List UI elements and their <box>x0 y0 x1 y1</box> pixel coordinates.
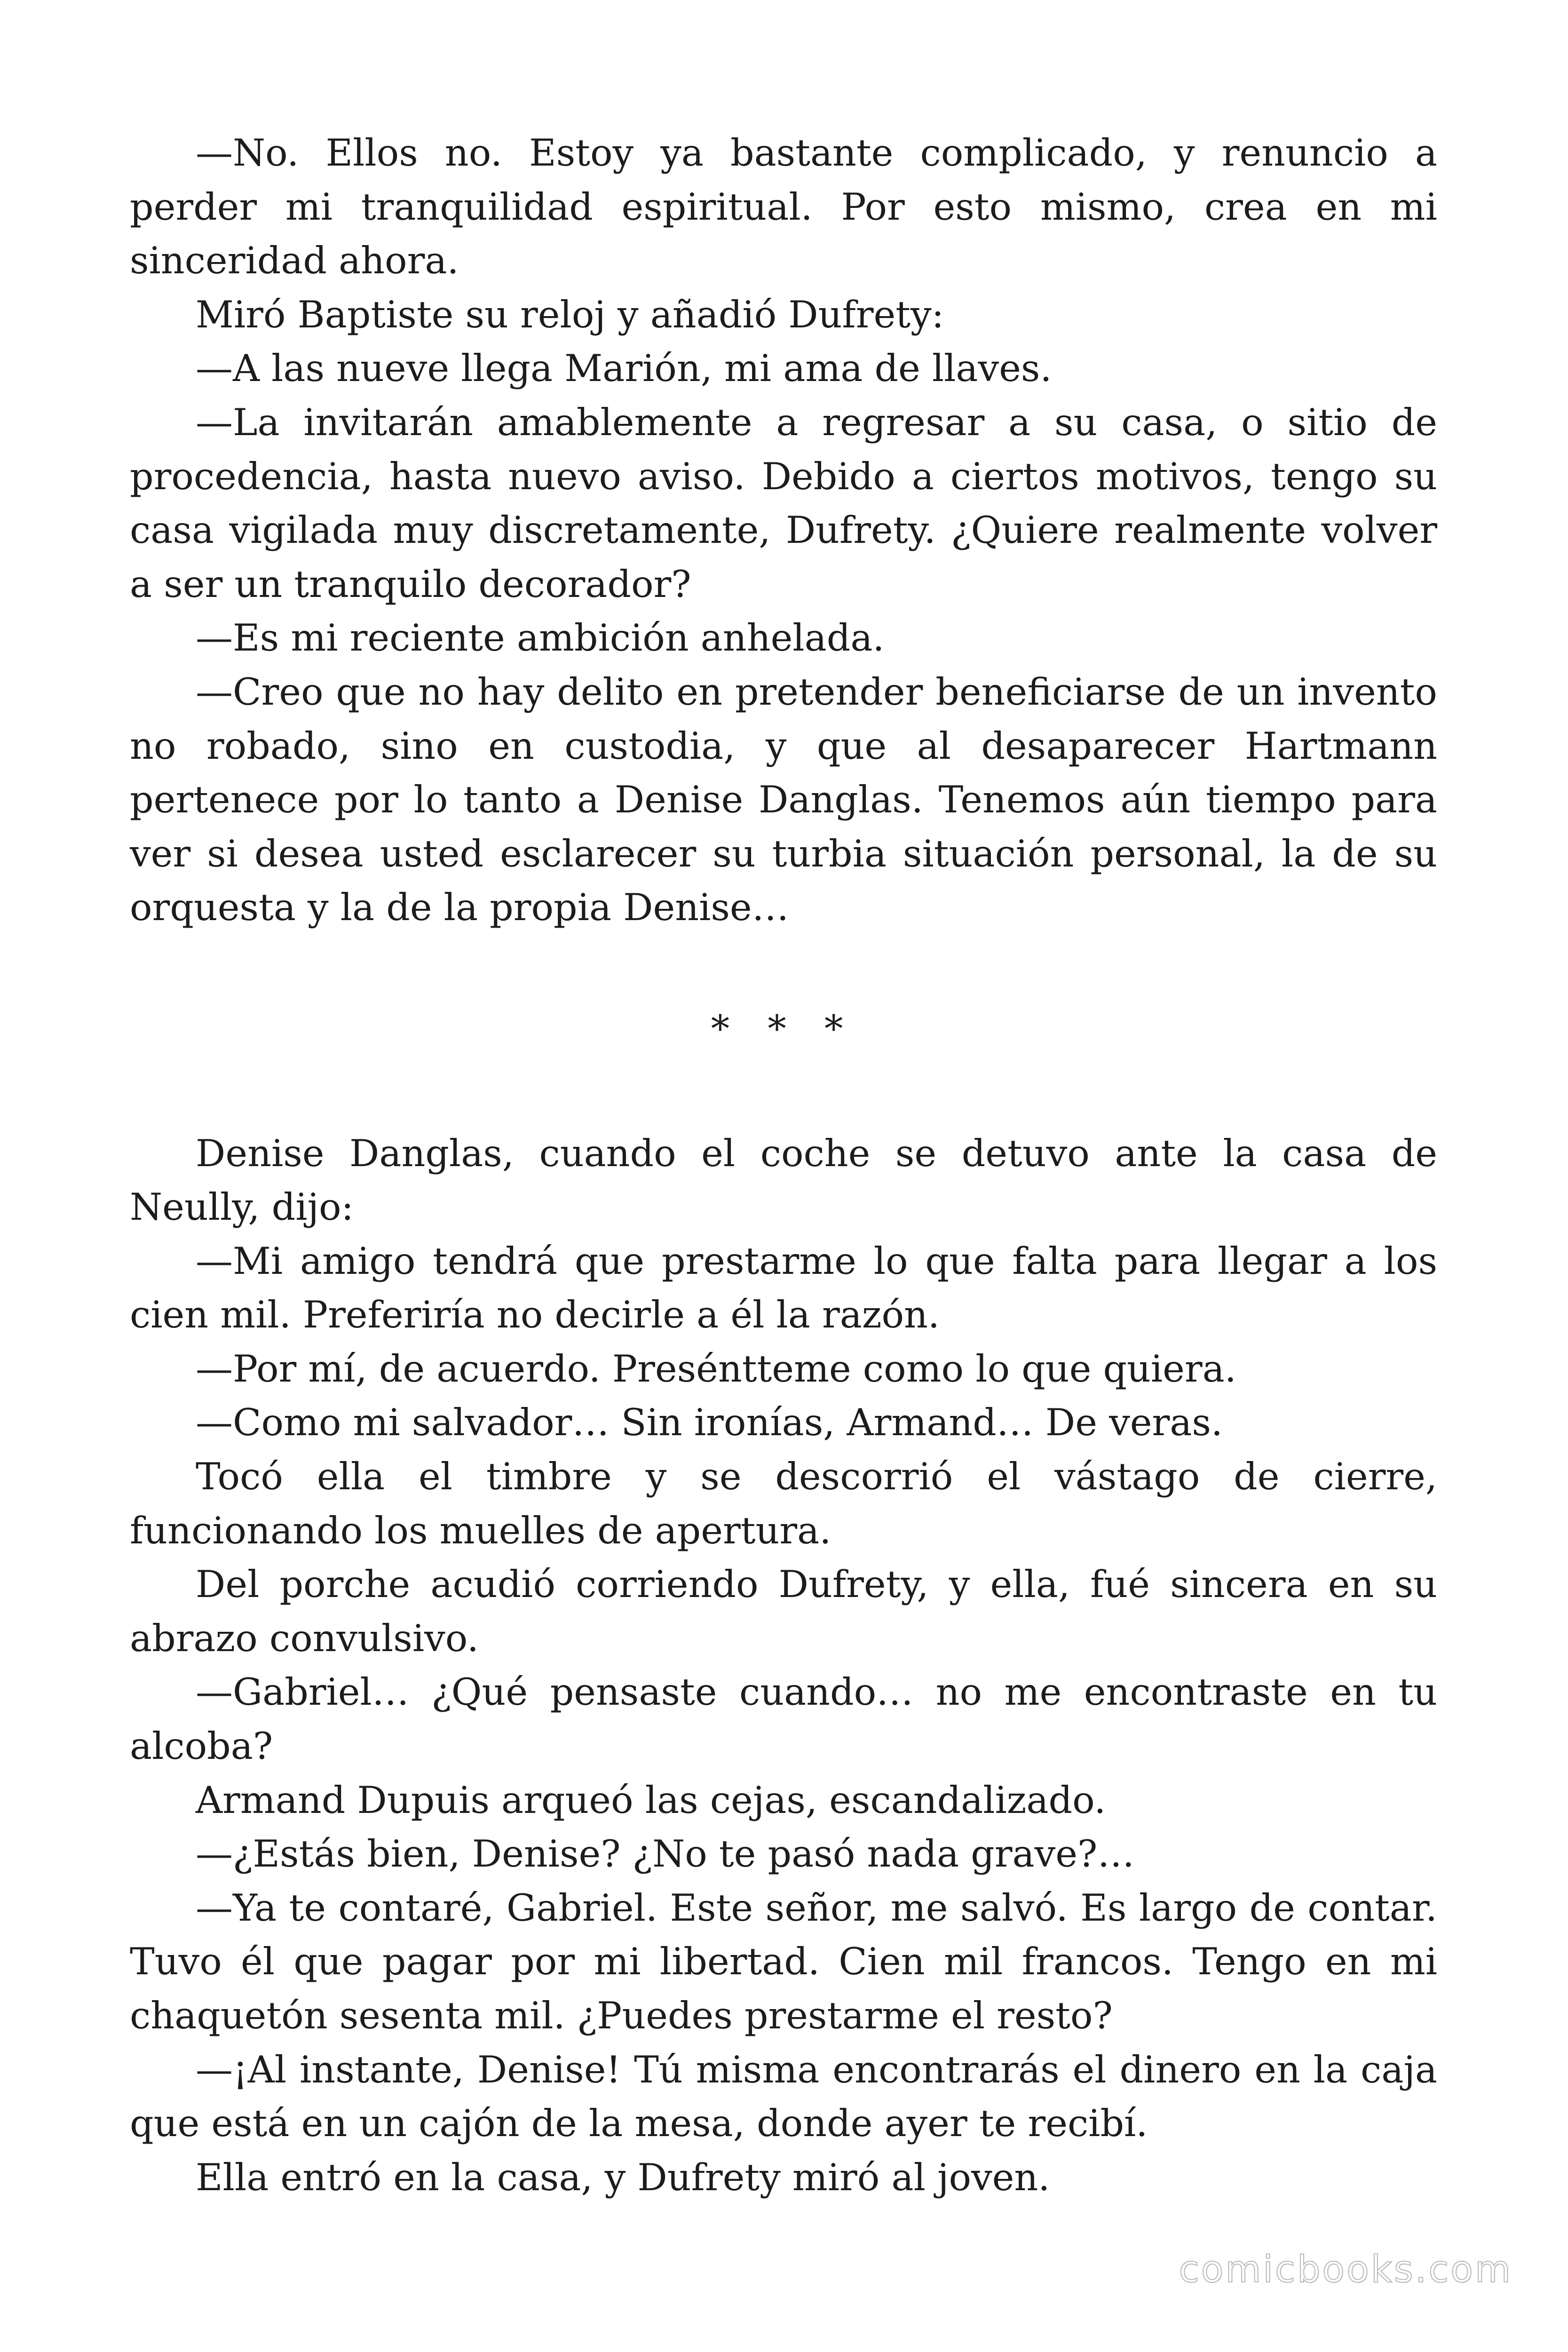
paragraph: —La invitarán amablemente a regresar a su casa, o sitio de procedencia, hasta nuevo aviso. Debido a ciertos motivos, tengo su casa vigilada muy discretamente, Dufrety. ¿Quiere realmente volver a ser un tranquilo decorador? <box>130 400 1437 606</box>
paragraph: —No. Ellos no. Estoy ya bastante complicado, y renuncio a perder mi tranquilidad espiritual. Por esto mismo, crea en mi sinceridad ahora. <box>130 131 1437 283</box>
watermark: comicbooks.com <box>1179 2249 1513 2291</box>
paragraph: Ella entró en la casa, y Dufrety miró al joven. <box>196 2155 1050 2199</box>
paragraph: —Gabriel… ¿Qué pensaste cuando… no me encontraste en tu alcoba? <box>130 1670 1437 1768</box>
paragraph: —Como mi salvador… Sin ironías, Armand… De veras. <box>196 1401 1223 1445</box>
paragraph: Tocó ella el timbre y se descorrió el vástago de cierre, funcionando los muelles de apertura. <box>130 1455 1437 1552</box>
text-section-2 <box>130 1127 1437 2205</box>
paragraph: —Mi amigo tendrá que prestarme lo que falta para llegar a los cien mil. Preferiría no decirle a él la razón. <box>130 1239 1437 1337</box>
paragraph: —¡Al instante, Denise! Tú misma encontrarás el dinero en la caja que está en un cajón de la mesa, donde ayer te recibí. <box>130 2048 1437 2145</box>
text-section-1 <box>130 126 1437 935</box>
paragraph: Miró Baptiste su reloj y añadió Dufrety: <box>196 293 944 336</box>
paragraph: —A las nueve llega Marión, mi ama de llaves. <box>196 347 1052 390</box>
paragraph: —Es mi reciente ambición anhelada. <box>196 616 885 660</box>
book-page <box>130 126 1437 2204</box>
paragraph: —Ya te contaré, Gabriel. Este señor, me salvó. Es largo de contar. Tuvo él que pagar por mi libertad. Cien mil francos. Tengo en mi chaquetón sesenta mil. ¿Puedes prestarme el resto? <box>130 1886 1437 2037</box>
paragraph: Del porche acudió corriendo Dufrety, y ella, fué sincera en su abrazo convulsivo. <box>130 1563 1437 1660</box>
paragraph: Denise Danglas, cuando el coche se detuvo ante la casa de Neully, dijo: <box>130 1131 1437 1229</box>
paragraph: —Creo que no hay delito en pretender beneficiarse de un invento no robado, sino en custodia, y que al desaparecer Hartmann pertenece por lo tanto a Denise Danglas. Tenemos aún tiempo para ver si desea usted esclarecer su turbia situación personal, la de su orquesta y la de la propia Denise… <box>130 670 1437 930</box>
scene-break: * * * <box>711 1007 856 1050</box>
paragraph: —¿Estás bien, Denise? ¿No te pasó nada grave?… <box>196 1832 1135 1876</box>
paragraph: Armand Dupuis arqueó las cejas, escandalizado. <box>196 1778 1106 1822</box>
paragraph: —Por mí, de acuerdo. Preséntteme como lo que quiera. <box>196 1347 1236 1391</box>
